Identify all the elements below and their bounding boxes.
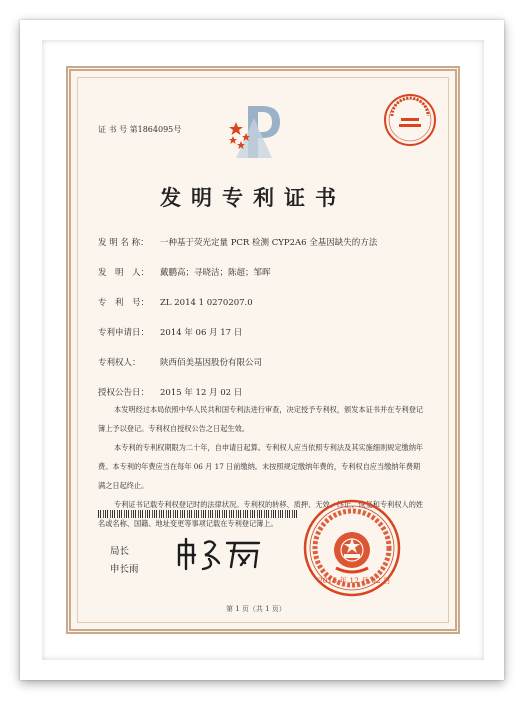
body-paragraph: 本发明经过本局依照中华人民共和国专利法进行审查，决定授予专利权，颁发本证书并在专利登记簿上予以登记。专利权自授权公告之日起生效。 — [98, 405, 424, 433]
field-label: 专利权人： — [98, 358, 141, 368]
field-label: 授权公告日： — [98, 388, 150, 398]
field-value: 2015 年 12 月 02 日 — [160, 388, 243, 398]
field-grant-date — [98, 386, 242, 398]
page-number: 第 1 页（共 1 页） — [226, 605, 286, 613]
field-patentee — [98, 356, 262, 368]
field-value: 一种基于荧光定量 PCR 检测 CYP2A6 全基因缺失的方法 — [160, 238, 378, 248]
barcode-icon — [98, 510, 298, 518]
field-invention-name — [98, 236, 377, 248]
certificate-number: 证 书 号 第1864095号 — [98, 125, 182, 134]
sipo-logo-icon — [228, 100, 298, 164]
field-patent-number — [98, 296, 253, 308]
small-round-seal-icon — [382, 92, 438, 148]
field-label: 专 利 号： — [98, 298, 150, 308]
body-paragraph: 专利证书记载专利权登记时的法律状况。专利权的转移、质押、无效、终止、恢复和专利权人的姓名或名称、国籍、地址变更等事项记载在专利登记簿上。 — [98, 500, 424, 528]
body-paragraph: 本专利的专利权期限为二十年，自申请日起算。专利权人应当依照专利法及其实施细则规定缴纳年费。本专利的年费应当在每年 06 月 17 日前缴纳。未按照规定缴纳年费的，专利权自应当缴纳年费期满之日起终止。 — [98, 443, 424, 490]
certificate-title: 发明专利证书 — [160, 185, 346, 210]
field-value: 陕西佰美基因股份有限公司 — [160, 358, 263, 368]
signature-icon — [175, 537, 265, 571]
field-inventors — [98, 266, 271, 278]
field-label: 发 明 人： — [98, 268, 150, 278]
director-name: 申长雨 — [110, 564, 139, 575]
field-value: 戴鹏高；寻晓洁；陈超；邹晖 — [160, 268, 271, 278]
seal-date: 2015 年 12 月 02 日 — [318, 576, 391, 585]
field-label: 专利申请日： — [98, 328, 150, 338]
field-value: ZL 2014 1 0270207.0 — [160, 298, 253, 308]
field-label: 发 明 名 称： — [98, 238, 149, 248]
field-application-date — [98, 326, 242, 338]
field-value: 2014 年 06 月 17 日 — [160, 328, 243, 338]
director-title: 局长 — [110, 546, 130, 557]
